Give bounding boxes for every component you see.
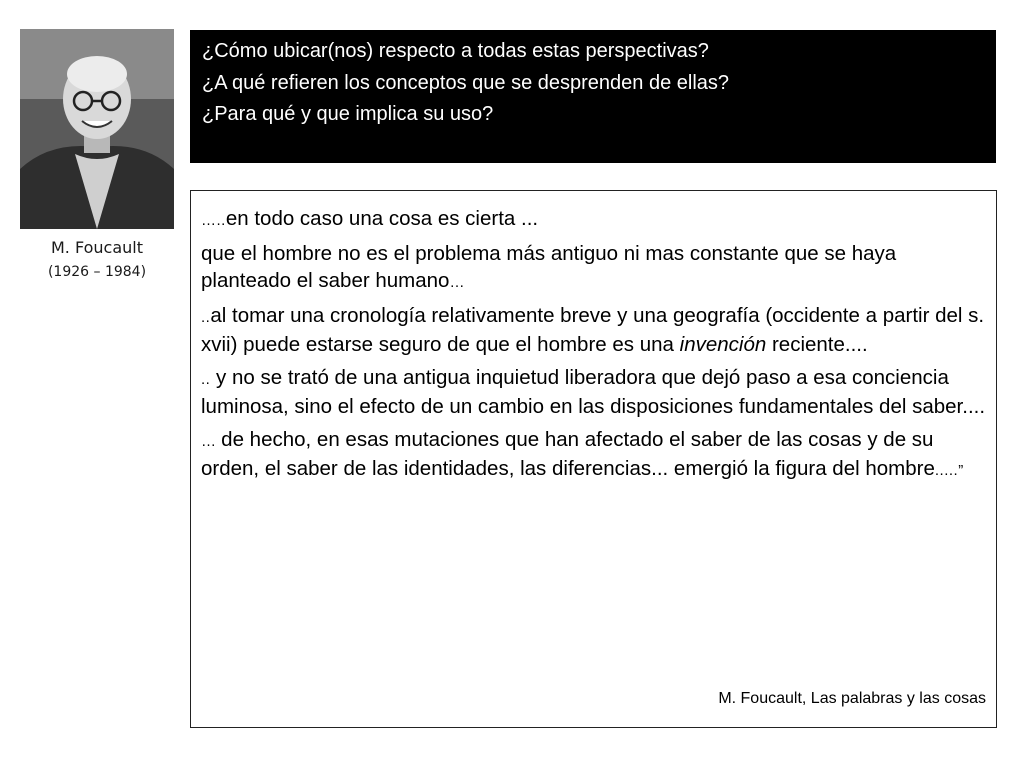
- quote-p2-tail: …: [449, 274, 465, 291]
- quote-p1-text: en todo caso una cosa es cierta ...: [225, 207, 539, 230]
- quote-citation: M. Foucault, Las palabras y las cosas: [718, 690, 986, 707]
- foucault-portrait-photo: [20, 29, 174, 229]
- question-3: ¿Para qué y que implica su uso?: [202, 103, 494, 125]
- quote-paragraph-2: [201, 240, 986, 296]
- question-1: ¿Cómo ubicar(nos) respecto a todas estas perspectivas?: [202, 40, 709, 62]
- quote-p5-text: de hecho, en esas mutaciones que han afectado el saber de las cosas y de su orden, el saber de las identidades, las diferencias... emergió la figura del hombre: [201, 428, 935, 480]
- question-2: ¿A qué refieren los conceptos que se desprenden de ellas?: [202, 71, 730, 94]
- quote-p3-text-a: al tomar una cronología relativamente breve y una geografía (occidente a partir del s. xvii) puede estarse seguro de que el hombre es una: [201, 304, 985, 356]
- quote-p3-italic: invención: [679, 333, 767, 356]
- portrait-illustration: [20, 29, 174, 229]
- quote-p5-lead: …: [201, 433, 222, 450]
- quote-p5-tail: .....”: [934, 462, 964, 479]
- quote-p3-lead: ..: [201, 309, 211, 326]
- quote-p1-lead: …..: [201, 212, 226, 229]
- portrait-years: (1926 – 1984): [47, 264, 147, 280]
- quote-p4-text: y no se trató de una antigua inquietud liberadora que dejó paso a esa conciencia luminosa, sino el efecto de un cambio en las disposiciones fundamentales del saber....: [201, 366, 986, 418]
- portrait-caption: [20, 238, 174, 282]
- quote-paragraph-3: [201, 302, 986, 358]
- quote-box: [190, 190, 997, 728]
- questions-box: [190, 30, 996, 163]
- quote-paragraph-5: [201, 426, 986, 484]
- quote-paragraph-4: [201, 364, 986, 420]
- quote-p4-lead: ..: [201, 371, 211, 388]
- quote-p2-text: que el hombre no es el problema más antiguo ni mas constante que se haya planteado el saber humano: [201, 242, 897, 292]
- quote-paragraph-1: [201, 205, 986, 234]
- quote-p3-text-b: reciente....: [766, 333, 868, 356]
- portrait-name: M. Foucault: [51, 238, 143, 257]
